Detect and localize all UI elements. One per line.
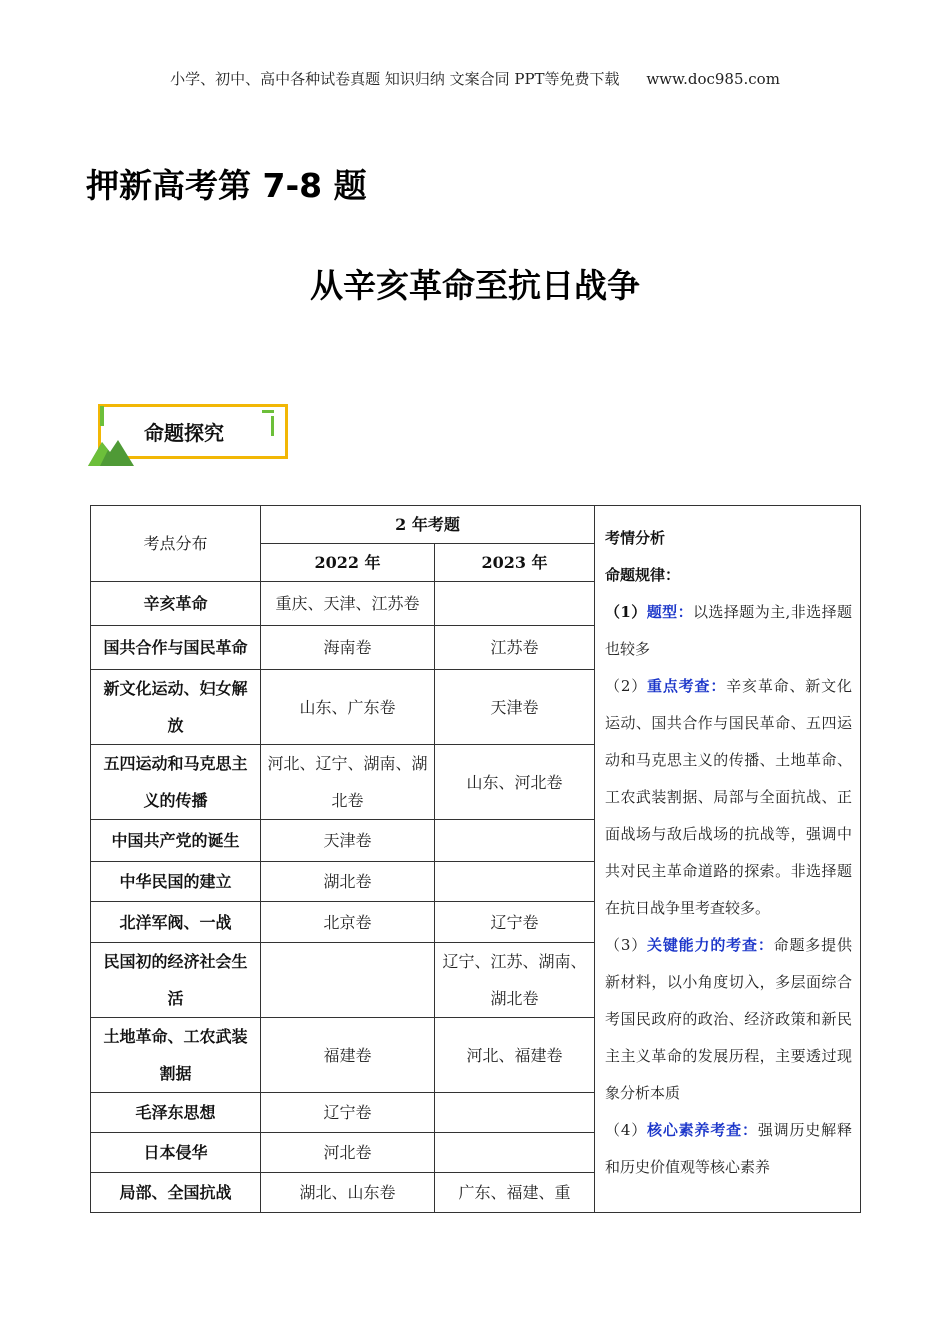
row-topic: 土地革命、工农武装割据 — [91, 1018, 261, 1093]
row-2022: 北京卷 — [261, 902, 435, 943]
item-keyword: 核心素养考查 — [647, 1121, 742, 1139]
item-number: （3） — [605, 936, 648, 954]
row-topic: 毛泽东思想 — [91, 1093, 261, 1133]
header-text: 小学、初中、高中各种试卷真题 知识归纳 文案合同 PPT等免费下载 — [170, 70, 620, 88]
row-2022: 河北卷 — [261, 1133, 435, 1173]
row-2023: 辽宁卷 — [435, 902, 595, 943]
item-keyword: 关键能力的考查 — [647, 936, 758, 954]
exam-title: 押新高考第 7-8 题 — [86, 166, 367, 205]
header-two-years: 2 年考题 — [261, 506, 595, 544]
main-title: 从辛亥革命至抗日战争 — [310, 266, 640, 305]
item-text: 辛亥革命、新文化运动、国共合作与国民革命、五四运动和马克思主义的传播、土地革命、工农武装割据、局部与全面抗战、正面战场与敌后战场的抗战等，强调中共对民主革命道路的探索。非选择题在抗日战争里考查较多。 — [605, 677, 852, 917]
item-sep: ： — [710, 677, 727, 695]
item-keyword: 题型 — [646, 603, 678, 621]
item-sep: ： — [677, 603, 693, 621]
analysis-cell — [595, 506, 861, 1213]
analysis-item — [605, 927, 852, 1112]
header-2023: 2023 年 — [435, 544, 595, 582]
row-2023 — [435, 862, 595, 902]
header-site[interactable]: www.doc985.com — [646, 70, 780, 88]
row-topic: 中华民国的建立 — [91, 862, 261, 902]
row-2022: 天津卷 — [261, 820, 435, 862]
analysis-rule: 命题规律： — [605, 566, 681, 584]
row-2023: 广东、福建、重 — [435, 1173, 595, 1213]
banner-accent — [271, 416, 274, 436]
item-sep: ： — [742, 1121, 758, 1139]
item-number: （2） — [605, 677, 648, 695]
row-2023 — [435, 582, 595, 626]
analysis-item — [605, 594, 852, 668]
analysis-title: 考情分析 — [605, 529, 666, 547]
row-2022: 湖北卷 — [261, 862, 435, 902]
row-2023: 山东、河北卷 — [435, 745, 595, 820]
exam-table — [90, 505, 861, 1213]
row-2023: 辽宁、江苏、湖南、湖北卷 — [435, 943, 595, 1018]
row-topic: 五四运动和马克思主义的传播 — [91, 745, 261, 820]
row-2022: 湖北、山东卷 — [261, 1173, 435, 1213]
section-banner — [88, 398, 298, 470]
row-2023 — [435, 820, 595, 862]
row-2023 — [435, 1133, 595, 1173]
row-2023: 江苏卷 — [435, 626, 595, 670]
analysis-item — [605, 1112, 852, 1186]
header-2022: 2022 年 — [261, 544, 435, 582]
row-2022: 重庆、天津、江苏卷 — [261, 582, 435, 626]
row-2022: 福建卷 — [261, 1018, 435, 1093]
item-text: 强调历史解释和历史价值观等核心素养 — [605, 1121, 852, 1176]
row-topic: 辛亥革命 — [91, 582, 261, 626]
row-2022: 河北、辽宁、湖南、湖北卷 — [261, 745, 435, 820]
mountain-icon — [88, 436, 136, 466]
row-topic: 日本侵华 — [91, 1133, 261, 1173]
item-number: （1） — [605, 603, 647, 621]
row-2022: 辽宁卷 — [261, 1093, 435, 1133]
row-topic: 新文化运动、妇女解放 — [91, 670, 261, 745]
row-2022: 海南卷 — [261, 626, 435, 670]
banner-accent — [262, 410, 274, 413]
row-topic: 民国初的经济社会生活 — [91, 943, 261, 1018]
header-topic: 考点分布 — [91, 506, 261, 582]
item-keyword: 重点考查 — [647, 677, 711, 695]
item-number: （4） — [605, 1121, 648, 1139]
item-sep: ： — [757, 936, 774, 954]
banner-accent — [100, 406, 104, 426]
row-topic: 局部、全国抗战 — [91, 1173, 261, 1213]
row-2023 — [435, 1093, 595, 1133]
row-2023: 天津卷 — [435, 670, 595, 745]
item-text: 命题多提供新材料，以小角度切入，多层面综合考国民政府的政治、经济政策和新民主主义革命的发展历程，主要透过现象分析本质 — [605, 936, 852, 1102]
row-2023: 河北、福建卷 — [435, 1018, 595, 1093]
row-2022 — [261, 943, 435, 1018]
row-topic: 北洋军阀、一战 — [91, 902, 261, 943]
row-topic: 国共合作与国民革命 — [91, 626, 261, 670]
page-header — [0, 68, 950, 89]
row-2022: 山东、广东卷 — [261, 670, 435, 745]
banner-label: 命题探究 — [144, 421, 224, 445]
row-topic: 中国共产党的诞生 — [91, 820, 261, 862]
analysis-item — [605, 668, 852, 927]
item-text: 以选择题为主,非选择题也较多 — [605, 603, 852, 658]
